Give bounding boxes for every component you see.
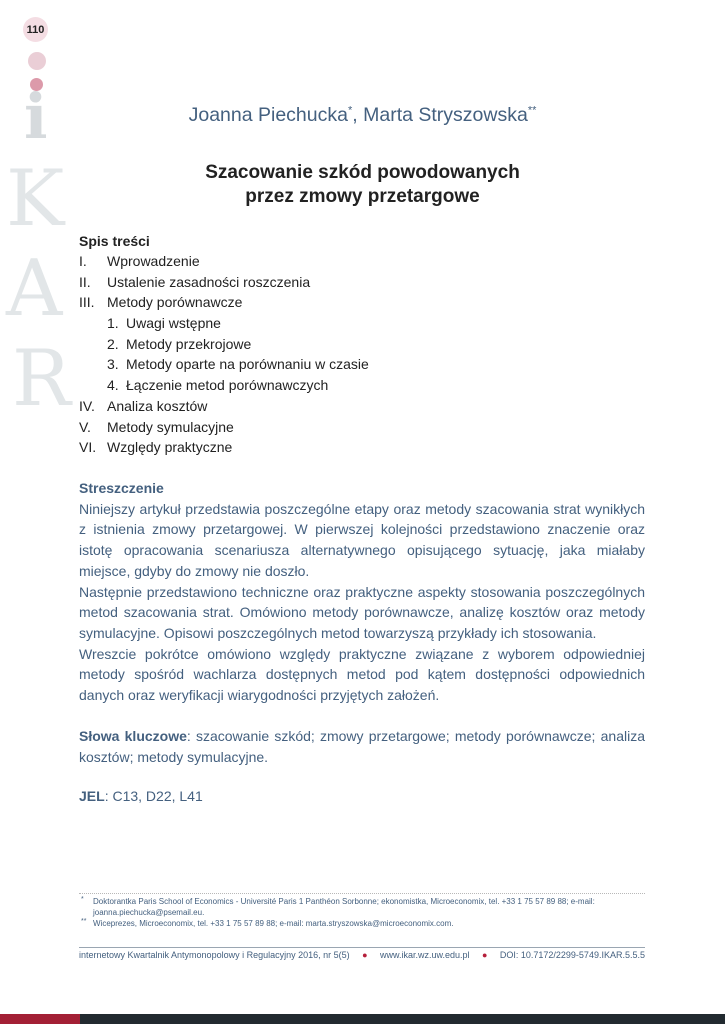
toc-item-number: IV. <box>79 397 95 414</box>
toc-item-label: Metody oparte na porównaniu w czasie <box>126 356 369 373</box>
toc-item-number: 2. <box>107 335 119 352</box>
footer-journal: internetowy Kwartalnik Antymonopolowy i Regulacyjny 2016, nr 5(5) <box>79 950 350 960</box>
footnotes <box>79 896 645 929</box>
toc-subitem <box>79 375 659 396</box>
footer-bullet-icon: ● <box>481 950 488 960</box>
jel-label: JEL <box>79 788 105 804</box>
toc-item <box>79 292 659 313</box>
title-line-1: Szacowanie szkód powodowanych <box>205 162 520 183</box>
logo-letter-i: i <box>24 80 48 153</box>
toc-item-label: Ustalenie zasadności roszczenia <box>107 273 311 290</box>
toc-item-number: I. <box>79 253 87 269</box>
title-line-2: przez zmowy przetargowe <box>245 186 480 207</box>
toc-item-number: VI. <box>79 439 97 456</box>
footer-doi: DOI: 10.7172/2299-5749.IKAR.5.5.5 <box>499 950 645 960</box>
authors <box>0 104 725 127</box>
abstract-paragraph-1: Niniejszy artykuł przedstawia poszczególne etapy oraz metody szacowania strat wynikłych z istnienia zmowy przetargowej. W pierwszej kolejności przedstawiono znaczenie oraz istotę opracowania scenariusza alternatywnego opisującego sytuację, jaka miałaby miejsce, gdyby do zmowy nie doszło. <box>79 500 645 579</box>
toc-item <box>79 437 659 458</box>
logo-letter-k: K <box>6 154 65 244</box>
logo-dot-light <box>28 52 46 70</box>
author-1: Joanna Piechucka <box>188 104 348 126</box>
abstract-paragraph-2: Następnie przedstawiono techniczne oraz praktyczne aspekty stosowania poszczególnych metod szacowania strat. Omówiono metody porównawcze, analizę kosztów oraz metody symulacyjne. Opisowi poszczególnych metod towarzyszą przykłady ich stosowania. <box>79 583 645 641</box>
abstract <box>79 478 645 706</box>
jel-codes <box>79 788 203 804</box>
toc-item-label: Analiza kosztów <box>107 397 208 414</box>
toc-item-label: Wprowadzenie <box>107 253 200 269</box>
toc-item-number: 4. <box>107 377 119 394</box>
toc-subitem <box>79 334 659 355</box>
footnote <box>79 896 645 918</box>
toc-item-number: II. <box>79 273 91 290</box>
footnote-text: Wiceprezes, Microeconomix, tel. +33 1 75 57 89 88; e-mail: marta.stryszowska@microeconomix.com. <box>93 919 454 928</box>
toc-item-label: Metody przekrojowe <box>126 335 252 352</box>
toc-item-label: Uwagi wstępne <box>126 315 221 332</box>
author-2-mark: ** <box>527 104 537 117</box>
toc-item <box>79 417 659 438</box>
author-1-mark: * <box>347 104 353 117</box>
toc-item <box>79 396 659 417</box>
bottom-bar-accent <box>0 1014 80 1024</box>
footnote-text: Doktorantka Paris School of Economics - Université Paris 1 Panthéon Sorbonne; ekonomistka, Microeconomix, tel. +33 1 75 57 89 88; e-mail: joanna.piechucka@psemail.eu. <box>93 897 595 917</box>
footer-bullet-icon: ● <box>362 950 368 960</box>
toc-heading: Spis treści <box>79 233 150 249</box>
toc-item-number: 3. <box>107 356 119 373</box>
logo-letter-r: R <box>12 334 71 424</box>
jel-text: : C13, D22, L41 <box>104 788 203 804</box>
keywords-label: Słowa kluczowe <box>79 728 187 744</box>
abstract-paragraph-3: Wreszcie pokrótce omówiono względy praktyczne związane z wyborem odpowiedniej metody spośród wachlarza dostępnych metod pod kątem dostępności odpowiednich danych oraz weryfikacji wiarygodności przyjętych założeń. <box>79 645 645 704</box>
toc-item <box>79 272 659 293</box>
keywords-text: : szacowanie szkód; zmowy przetargowe; metody porównawcze; analiza kosztów; metody symulacyjne. <box>79 728 645 765</box>
toc-item-number: 1. <box>107 315 119 332</box>
toc-item-label: Metody porównawcze <box>107 294 243 311</box>
logo-letter-a: A <box>6 244 63 334</box>
toc-subitem <box>79 354 659 375</box>
article-title <box>0 161 725 209</box>
footnote-mark: * <box>81 896 84 903</box>
toc-item <box>79 251 659 272</box>
bottom-bar <box>80 1014 725 1024</box>
footer-divider <box>79 947 645 948</box>
footer-url[interactable]: www.ikar.wz.uw.edu.pl <box>379 950 470 960</box>
footnote <box>79 918 645 929</box>
toc-item-label: Metody symulacyjne <box>107 418 234 435</box>
footnote-divider <box>79 893 645 894</box>
footnote-mark: ** <box>81 918 87 925</box>
abstract-heading: Streszczenie <box>79 480 164 496</box>
table-of-contents <box>79 231 659 458</box>
toc-item-label: Względy praktyczne <box>107 439 233 456</box>
keywords <box>79 726 645 767</box>
author-separator: , <box>352 104 364 126</box>
author-2: Marta Stryszowska <box>363 104 528 126</box>
toc-subitem <box>79 313 659 334</box>
page-footer <box>79 950 645 960</box>
page-number: 110 <box>23 17 48 42</box>
toc-item-label: Łączenie metod porównawczych <box>126 377 329 394</box>
toc-item-number: III. <box>79 294 95 311</box>
toc-item-number: V. <box>79 418 91 435</box>
